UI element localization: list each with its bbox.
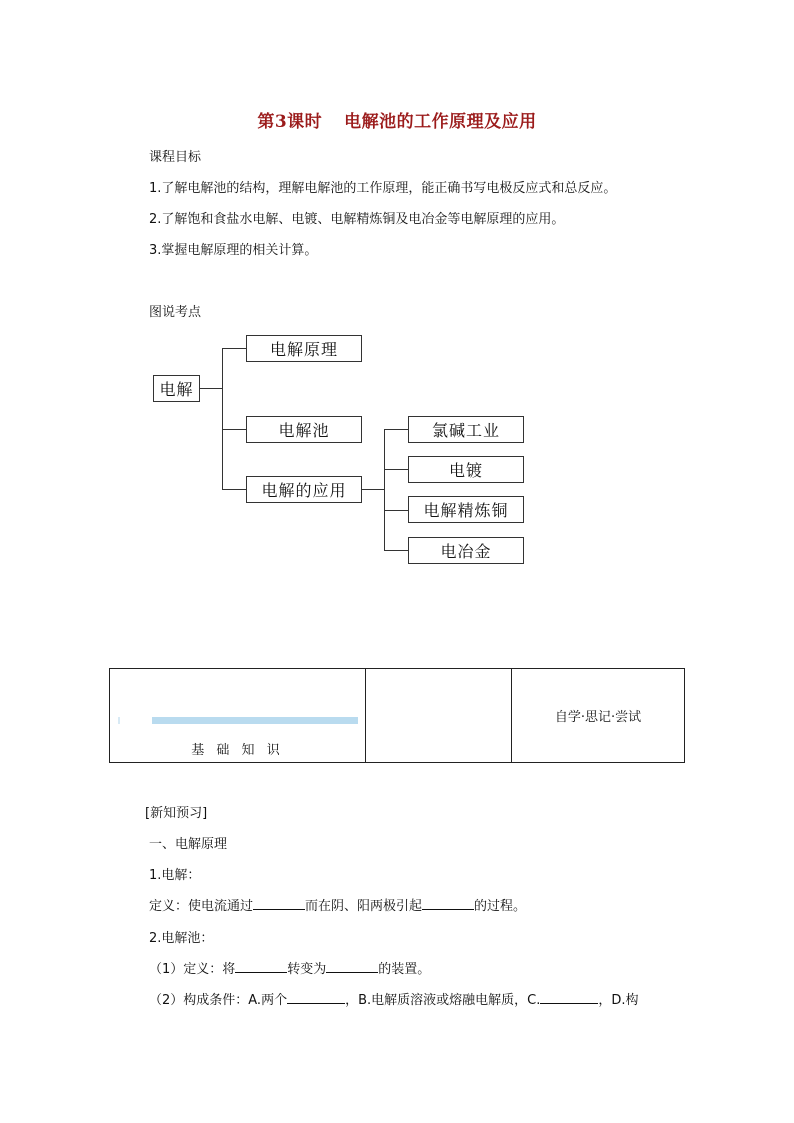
banner-bar [152,717,358,724]
page-title [0,107,794,132]
diagram-application-node: 电解精炼铜 [408,496,524,523]
item-1-title: 1.电解： [149,868,201,883]
section-tag: [新知预习] [145,806,208,821]
p2-text-a: （2）构成条件：A.两个 [149,993,288,1008]
fill-blank[interactable] [253,896,305,910]
p1-text-b: 转变为 [287,962,327,977]
item-2-title: 2.电解池： [149,931,214,946]
diagram-heading: 图说考点 [149,305,202,320]
diagram-root-node: 电解 [153,375,200,402]
lesson-number: 第3课时 [257,112,323,132]
diagram-branch-node: 电解原理 [246,335,362,362]
diagram-branch-node: 电解的应用 [246,476,362,503]
objective-item: 1.了解电解池的结构，理解电解池的工作原理，能正确书写电极反应式和总反应。 [149,181,617,196]
fill-blank[interactable] [326,959,378,973]
connector-line [222,348,246,349]
connector-line [384,469,408,470]
definition-line [149,895,526,914]
section-title: 一、电解原理 [149,837,228,852]
definition-text-a: 定义：使电流通过 [149,899,254,914]
connector-line [222,489,246,490]
definition-text-c: 的过程。 [474,899,527,914]
objective-item: 3.掌握电解原理的相关计算。 [149,243,318,258]
objectives-heading: 课程目标 [149,150,202,165]
connector-line [222,348,223,490]
p2-text-b: ，B.电解质溶液或熔融电解质，C. [345,993,541,1008]
banner-left-label: 基 础 知 识 [191,743,284,758]
banner-left-cell [110,669,366,763]
definition-text-b: 而在阴、阳两极引起 [305,899,423,914]
connector-line [384,429,385,551]
connector-line [384,550,408,551]
connector-line [362,489,384,490]
section-banner [109,668,685,763]
fill-blank[interactable] [422,896,474,910]
definition-line-2 [149,958,430,977]
connector-line [200,388,222,389]
conditions-line [149,989,639,1008]
diagram-application-node: 电冶金 [408,537,524,564]
diagram-branch-node: 电解池 [246,416,362,443]
connector-line [384,510,408,511]
connector-line [222,429,246,430]
connector-line [384,429,408,430]
fill-blank[interactable] [540,990,598,1004]
objective-item: 2.了解饱和食盐水电解、电镀、电解精炼铜及电冶金等电解原理的应用。 [149,212,565,227]
banner-right-cell [512,669,685,763]
fill-blank[interactable] [287,990,345,1004]
diagram-application-node: 氯碱工业 [408,416,524,443]
lesson-topic: 电解池的工作原理及应用 [344,112,537,132]
p1-text-a: （1）定义：将 [149,962,236,977]
p1-text-c: 的装置。 [378,962,431,977]
banner-middle-cell [366,669,512,763]
banner-bar-tick [118,717,120,724]
banner-right-label: 自学·思记·尝试 [554,710,642,725]
diagram-application-node: 电镀 [408,456,524,483]
fill-blank[interactable] [235,959,287,973]
p2-text-c: ，D.构 [598,993,639,1008]
